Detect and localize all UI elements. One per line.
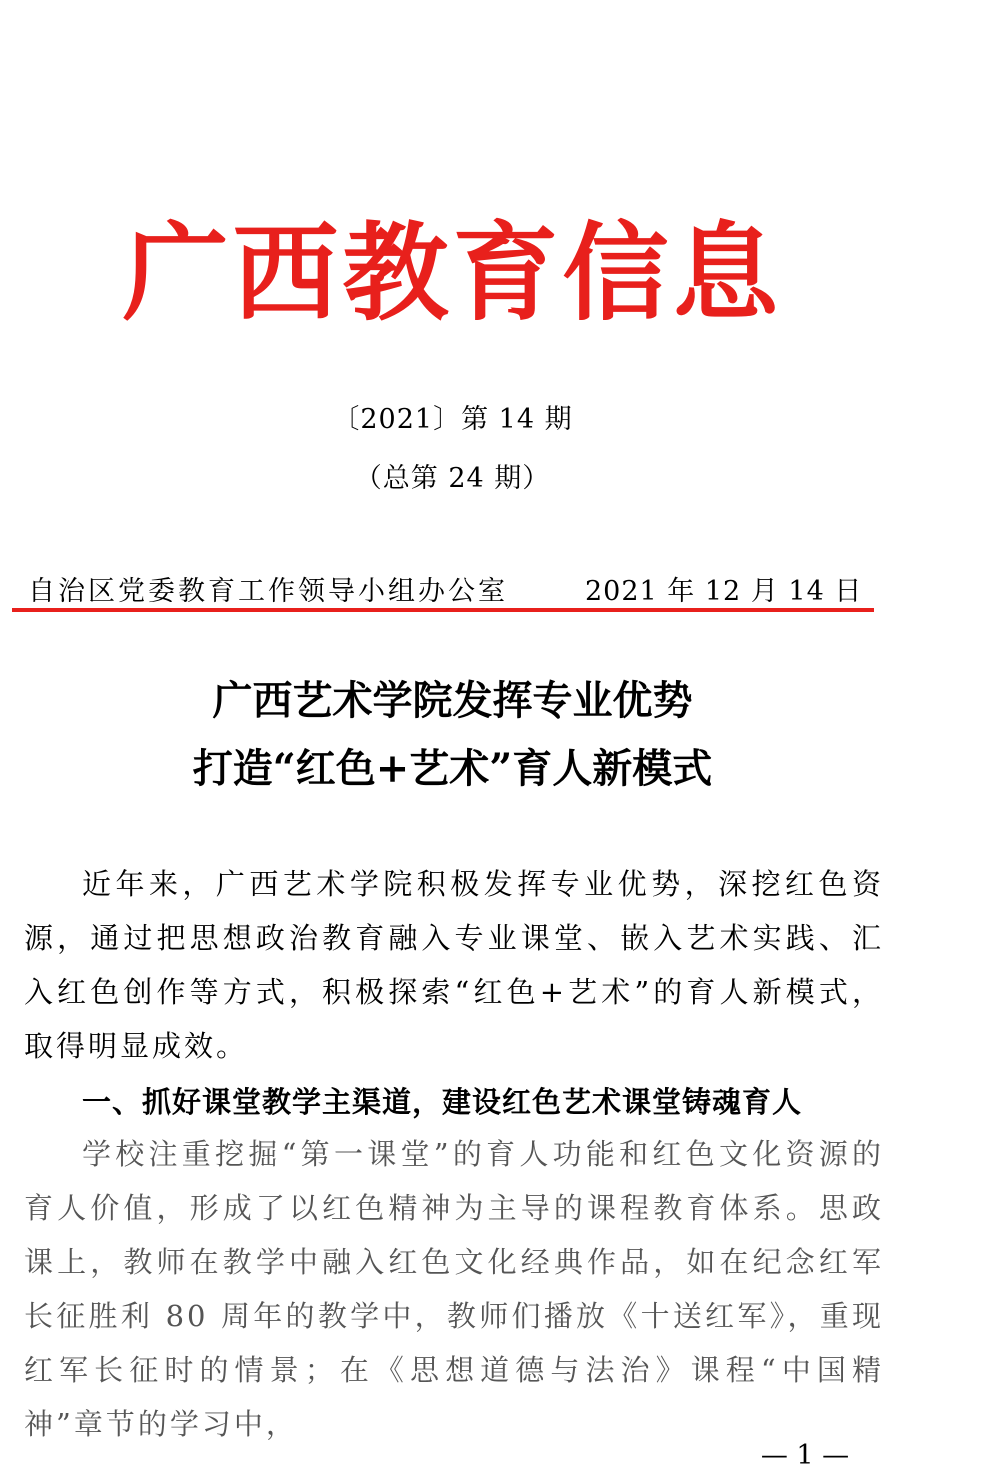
- paragraph-intro: 近年来，广西艺术学院积极发挥专业优势，深挖红色资源，通过把思想政治教育融入专业课堂、嵌入艺术实践、汇入红色创作等方式，积极探索“红色+艺术”的育人新模式，取得明显成效。: [24, 867, 884, 1063]
- paragraph-section-1: 学校注重挖掘“第一课堂”的育人功能和红色文化资源的育人价值，形成了以红色精神为主导的课程教育体系。思政课上，教师在教学中融入红色文化经典作品，如在纪念红军长征胜利 80 周年的教学中，教师们播放《十送红军》，重现红军长征时的情景；在《思想道德与法治》课程“中国精神”章节的学习中，: [24, 1137, 884, 1441]
- publisher-row: [28, 569, 863, 608]
- article-title-line-1: 广西艺术学院发挥专业优势: [212, 677, 693, 724]
- issue-total-number: （总第 24 期）: [354, 463, 551, 494]
- masthead-title: 广西教育信息: [122, 210, 783, 335]
- article-title-line-2: 打造“红色+艺术”育人新模式: [192, 745, 713, 792]
- publish-date: 2021 年 12 月 14 日: [585, 576, 863, 607]
- issue-number: 〔2021〕第 14 期: [332, 404, 573, 435]
- header-divider: [12, 608, 874, 612]
- page-number: — 1 —: [760, 1440, 850, 1471]
- publisher-name: 自治区党委教育工作领导小组办公室: [28, 576, 508, 607]
- section-heading-1: 一、抓好课堂教学主渠道，建设红色艺术课堂铸魂育人: [82, 1085, 803, 1119]
